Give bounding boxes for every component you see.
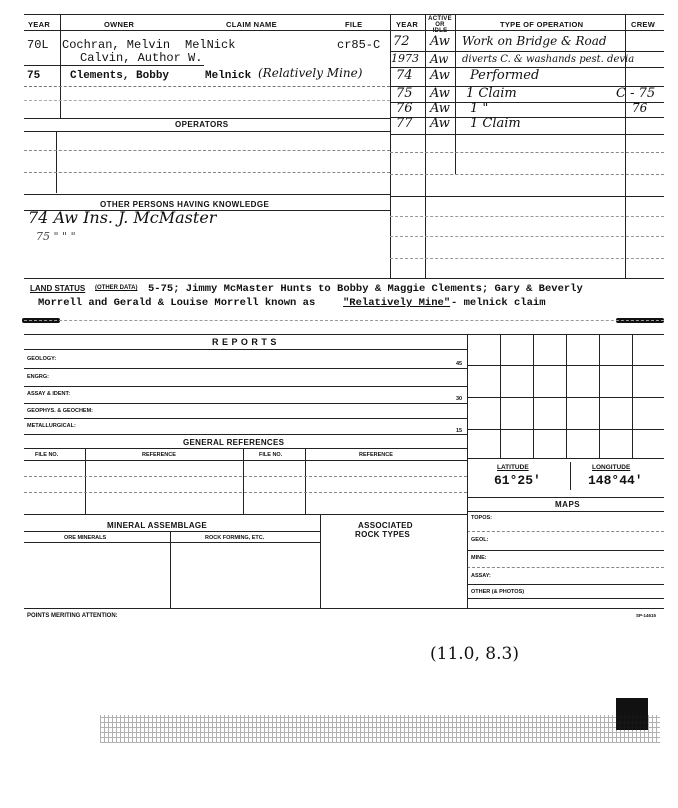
ref-col-reference-1: REFERENCE <box>142 452 176 458</box>
reports-title: R E P O R T S <box>212 337 277 347</box>
land-status-quoted: "Relatively Mine" <box>343 297 451 309</box>
owner-name-3: Clements, Bobby <box>70 70 170 82</box>
land-status-divider <box>24 320 664 321</box>
land-status-tail: - melnick claim <box>451 297 546 309</box>
page-coordinate-note: (11.0, 8.3) <box>430 644 519 664</box>
report-geology-label: GEOLOGY: <box>27 356 57 362</box>
activity-year-5: 76 <box>396 101 413 116</box>
form-top-border <box>24 14 664 15</box>
owner-row-line <box>24 86 390 87</box>
owner-row-divider <box>24 65 204 66</box>
ref-col-file-no-2: FILE NO. <box>259 452 283 458</box>
other-persons-entry-1: 74 Aw Ins. J. McMaster <box>28 208 217 227</box>
maps-row-line <box>467 531 664 532</box>
activity-year-6: 77 <box>396 116 413 131</box>
activity-row-line <box>390 236 664 237</box>
header-owner: OWNER <box>104 20 135 29</box>
coord-divider <box>570 462 571 490</box>
other-persons-entry-2: 75 " " " <box>36 230 76 243</box>
activity-status-2: Aw <box>430 52 449 66</box>
activity-year-3: 74 <box>396 68 413 83</box>
activity-row-line <box>390 258 664 259</box>
owner-row-line <box>24 100 390 101</box>
header-active-or-idle: ACTIVE OR IDLE <box>428 16 452 34</box>
type-column-divider <box>455 14 456 174</box>
activity-status-5: Aw <box>430 101 450 116</box>
refs-column-line <box>85 448 86 514</box>
maps-topos-label: TOPOS: <box>471 515 492 521</box>
mineral-right-divider <box>320 514 321 608</box>
refs-row-line <box>24 460 467 461</box>
activity-status-3: Aw <box>430 68 450 83</box>
reports-section-border <box>24 434 467 435</box>
refs-column-line <box>243 448 244 514</box>
points-top-border <box>24 608 664 609</box>
rock-types-label: ROCK TYPES <box>355 530 411 539</box>
active-column-divider <box>425 14 426 278</box>
land-status-line-2: Morrell and Gerald & Louise Morrell known as <box>38 297 316 309</box>
activity-year-1: 72 <box>393 34 410 49</box>
ref-col-reference-2: REFERENCE <box>359 452 393 458</box>
mineral-header-border <box>24 531 320 532</box>
file-number-1: cr85-C <box>337 38 381 52</box>
header-file: FILE <box>345 20 363 29</box>
activity-op-4: 1 Claim <box>466 86 517 101</box>
activity-year-4: 75 <box>396 86 413 101</box>
upper-section-bottom-border <box>24 278 664 279</box>
report-geophys-label: GEOPHYS. & GEOCHEM: <box>27 408 94 414</box>
reports-top-border <box>24 334 664 335</box>
activity-status-4: Aw <box>430 86 450 101</box>
maps-row-line <box>467 598 664 599</box>
maps-row-line <box>467 567 664 568</box>
report-engrg-label: ENGRG: <box>27 374 49 380</box>
maps-other-label: OTHER (& PHOTOS) <box>471 589 525 595</box>
activity-crew-5: 76 <box>632 101 648 115</box>
owner-name-1: Cochran, Melvin <box>62 38 171 52</box>
longitude-value: 148°44' <box>588 473 643 488</box>
grid-bottom-line <box>467 458 664 459</box>
rock-forming-label: ROCK FORMING, ETC. <box>205 535 265 541</box>
refs-bottom-border <box>24 514 467 515</box>
maps-geol-label: GEOL: <box>471 537 489 543</box>
owner-year-3: 75 <box>27 70 41 82</box>
longitude-label: LONGITUDE <box>592 464 631 471</box>
mineral-row-line <box>24 542 320 543</box>
activity-crew-4: C - 75 <box>616 86 656 101</box>
report-metallurgical-num: 15 <box>456 428 463 434</box>
maps-assay-label: ASSAY: <box>471 573 491 579</box>
activity-status-6: Aw <box>430 116 450 131</box>
header-claim-name: CLAIM NAME <box>226 20 277 29</box>
owner-name-2: Calvin, Author W. <box>80 51 203 65</box>
header-year-2: YEAR <box>396 20 419 29</box>
activity-op-2: diverts C. & washands pest. devia <box>462 54 635 65</box>
form-number: SP-14615 <box>636 613 657 618</box>
header-bottom-border <box>24 30 664 31</box>
header-type-of-operation: TYPE OF OPERATION <box>500 20 584 29</box>
latitude-label: LATITUDE <box>497 464 529 471</box>
activity-row-line <box>390 174 664 175</box>
maps-title: MAPS <box>555 500 581 509</box>
operators-row-line <box>24 172 390 173</box>
maps-left-border <box>467 458 468 608</box>
points-meriting-attention-label: POINTS MERITING ATTENTION: <box>27 613 118 619</box>
activity-status-1: Aw <box>430 34 450 49</box>
reports-row-line <box>24 403 467 404</box>
claim-name-3: Melnick <box>205 70 252 82</box>
ref-col-file-no-1: FILE NO. <box>35 452 59 458</box>
land-status-label: LAND STATUS <box>30 284 86 293</box>
report-geology-num: 45 <box>456 361 463 367</box>
reports-header-border <box>24 349 467 350</box>
grid-column-line <box>533 334 534 458</box>
activity-op-6: 1 Claim <box>470 116 521 131</box>
land-status-sublabel: (OTHER DATA) <box>95 285 138 291</box>
maps-mine-label: MINE: <box>471 555 487 561</box>
operators-header-border <box>24 131 390 132</box>
activity-year-2: 1973 <box>391 52 419 65</box>
maps-row-line <box>467 550 664 551</box>
refs-column-line <box>305 448 306 514</box>
other-persons-top-border <box>24 194 390 195</box>
operators-title: OPERATORS <box>175 120 229 129</box>
general-references-title: GENERAL REFERENCES <box>183 438 285 447</box>
grid-column-line <box>500 334 501 458</box>
general-refs-header-border <box>24 448 467 449</box>
grid-column-line <box>566 334 567 458</box>
reports-row-line <box>24 418 467 419</box>
maps-row-line <box>467 584 664 585</box>
claim-name-1: MelNick <box>185 38 236 52</box>
grid-row-line <box>467 365 664 366</box>
grid-row-line <box>467 397 664 398</box>
header-crew: CREW <box>631 20 656 29</box>
year-column-divider <box>60 14 61 118</box>
reports-row-line <box>24 368 467 369</box>
activity-op-1: Work on Bridge & Road <box>462 34 607 48</box>
activity-op-5: 1 " <box>470 101 489 116</box>
grid-row-line <box>467 429 664 430</box>
owner-year-1: 70L <box>27 38 49 52</box>
report-metallurgical-label: METALLURGICAL: <box>27 423 76 429</box>
mineral-assemblage-title: MINERAL ASSEMBLAGE <box>107 521 208 530</box>
other-persons-title: OTHER PERSONS HAVING KNOWLEDGE <box>100 200 270 209</box>
activity-row-line <box>390 216 664 217</box>
operators-column-divider <box>56 131 57 193</box>
scan-noise-strip <box>100 715 660 743</box>
activity-row-divider <box>390 196 664 197</box>
ore-minerals-label: ORE MINERALS <box>64 535 107 541</box>
activity-row-line <box>390 152 664 153</box>
activity-row-divider <box>390 134 664 135</box>
grid-column-line <box>632 334 633 458</box>
maps-header-border <box>467 511 664 512</box>
grid-column-line <box>599 334 600 458</box>
refs-row-line <box>24 492 467 493</box>
latitude-value: 61°25' <box>494 473 541 488</box>
header-year: YEAR <box>28 20 51 29</box>
activity-op-3: Performed <box>470 68 540 83</box>
report-assay-num: 30 <box>456 396 463 402</box>
land-status-line-1: 5-75; Jimmy McMaster Hunts to Bobby & Maggie Clements; Gary & Beverly <box>148 283 583 295</box>
operators-row-line <box>24 150 390 151</box>
claim-note-3: (Relatively Mine) <box>258 66 363 80</box>
reports-row-line <box>24 386 467 387</box>
associated-label: ASSOCIATED <box>358 521 413 530</box>
maps-header-top <box>467 497 664 498</box>
operators-top-border <box>24 118 390 119</box>
refs-row-line <box>24 476 467 477</box>
report-assay-label: ASSAY & IDENT: <box>27 391 71 397</box>
